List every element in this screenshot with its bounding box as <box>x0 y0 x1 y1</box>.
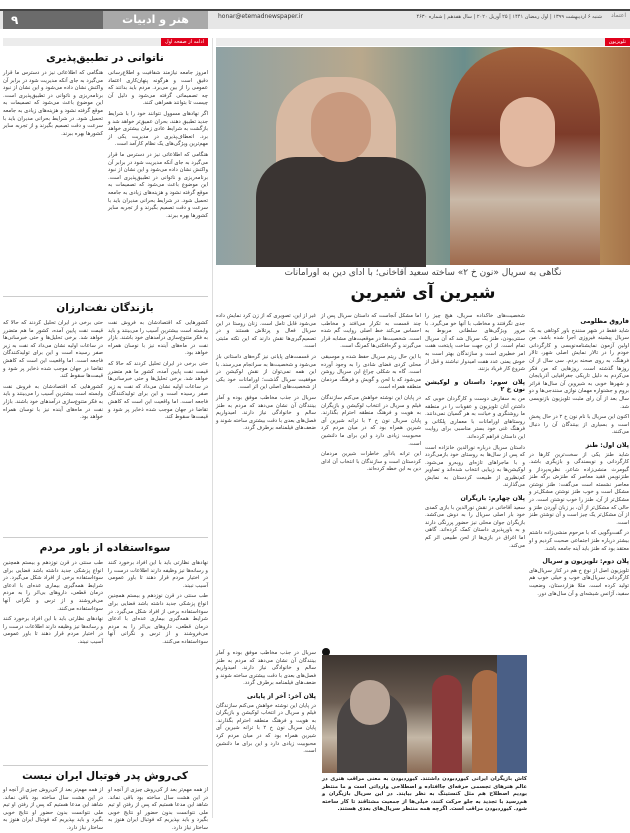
newspaper-logo: اعتماد <box>610 12 626 19</box>
actress-face <box>500 97 555 167</box>
actor-face <box>311 92 371 162</box>
article-column-3: شخصیت‌های خاکداده سریال، هیچ چیز را جدی نگرفتند و مخاطب با آنها خو می‌گیرد. با مرور ویژگی‌های سلطانی مربوط به سنتی‌بودن، طنز یک سریال شد که آن سریال تمام است. از این جهت ساخت پایتخت هفت امر خطیری است و سازندگان بهتر است به خوش یمنی عدد هفت امیدوار نباشند و قبل از شروع کار فریاد بزنند. پلان سوم: داستان و لوکیشن نون خ ۲ من به سفارش دوست و کارگردان خوبی که داشتن آنان تلویزیون و عقوبات را در منطقه ما روشنگری و خیانت به هر گسیان نمی‌دانند. روستاهای اورامانات با معماری پلکانی و فرهنگ غنی خود بستر مناسبی برای روایت این داستان فراهم کرده‌اند. داستان سریال درباره نورالدین خانزاده است که پس از سال‌ها به روستای خود بازمی‌گردد و با ماجراهای تازه‌ای روبه‌رو می‌شود. لوکیشن‌ها به زیبایی انتخاب شده‌اند و تصاویر کم‌نظیری از طبیعت کردستان به نمایش می‌گذارند. پلان چهارم: بازیگران سعید آقاخانی در نقش نورالدین با بازی کمدی خود بار اصلی سریال را به دوش می‌کشد. بازیگران جوان محلی نیز حضور پررنگی دارند و به باورپذیری داستان کمک کرده‌اند. گاهی اما اغراق در بازی‌ها از لحن طبیعی اثر کم می‌کند. <box>425 313 525 549</box>
article-title: کی‌روش پدر فوتبال ایران نیست <box>22 770 188 782</box>
article-headline: شیرین آی شیرین <box>350 283 496 303</box>
subheading: پلان اول: طنز <box>585 441 629 449</box>
article-column-1-bottom: سریال در جذب مخاطب موفق بوده و آمار بینندگان آن نشان می‌دهد که مردم به طنز سالم و خانوادگی نیاز دارند. امیدواریم فصل‌های بعدی با دقت بیشتری ساخته شوند و ضعف‌های فیلمنامه برطرف گردد. پلان آخر: آخر از پایانی در پایان این نوشته خواهش می‌کنم سازندگان فیلم و سریال در انتخاب لوکیشن و بازیگران به هویت و فرهنگ منطقه احترام بگذارند. پایان سریال نون خ ۲ با ترانه شیرین آی شیرین همراه بود که در میان مردم کرد محبوبیت زیادی دارد و این برای ما دلنشین است. <box>216 650 317 755</box>
subheading: پلان دوم: تلویزیون و سریال <box>542 558 629 566</box>
main-section-label: تلویزیون <box>605 38 630 46</box>
article-kicker: نگاهی به سریال «نون خ ۲» ساخته سعید آقاخانی؛ با ادای دین به اورامانات <box>284 268 562 278</box>
date-line: شنبه ۶ اردیبهشت ۱۳۹۹ | اول رمضان ۱۴۴۱ | ۲۵ آوریل ۲۰۲۰ | سال هفدهم | شماره ۴۶۳۰ <box>416 14 602 20</box>
article-body: کشورهایی که اقتصادشان به فروش نفت وابسته است بیشترین آسیب را می‌بینند و باید به فکر متنوع‌سازی درآمدهای خود باشند. بازار نفت در ماه‌های آینده نیز با نوسان همراه خواهد بود. حتی برخی در ایران تحلیل کردند که حالا که قیمت نفت پایین آمده، کشور ما هم متضرر خواهد شد. برخی تحلیل‌ها و حتی خبرسانی‌ها در ساعات اولیه نشان می‌داد که نفت به زیر صفر رسیده است و این برای تولیدکنندگان فاجعه است. اما واقعیت این است که کاهش تقاضا در جهان موجب شده ذخایر پر شود و قیمت‌ها سقوط کند. <box>108 320 208 421</box>
section-email[interactable]: honar@etemadnewspaper.ir <box>218 13 303 20</box>
article-body: حتی برخی در ایران تحلیل کردند که حالا که قیمت نفت پایین آمده، کشور ما هم متضرر خواهد شد. برخی تحلیل‌ها و حتی خبرسانی‌ها در ساعات اولیه نشان می‌داد که نفت به زیر صفر رسیده است و این برای تولیدکنندگان فاجعه است. اما واقعیت این است که کاهش تقاضا در جهان موجب شده ذخایر پر شود و قیمت‌ها سقوط کند. کشورهایی که اقتصادشان به فروش نفت وابسته است بیشترین آسیب را می‌بینند و باید به فکر متنوع‌سازی درآمدهای خود باشند. بازار نفت در ماه‌های آینده نیز با نوسان همراه خواهد بود. <box>3 320 103 421</box>
actor-coat <box>256 157 426 267</box>
subheading: پلان سوم: داستان و لوکیشن نون خ ۲ <box>425 378 525 394</box>
article-column-1: غیر از این، تصویری که از زن کرد نمایش داده می‌شود قابل تامل است. زنان روستا در این سریال فعال و پرتلاش هستند و در تصمیم‌گیری‌ها نقش دارند که این نکته مثبتی است. در قسمت‌های پایانی نیز گره‌های داستانی باز می‌شود و شخصیت‌ها به سرانجام می‌رسند. با این همه نمی‌توان از نقش لوکیشن در موفقیت سریال گذشت؛ اورامانات خود یکی از شخصیت‌های اصلی این اثر است. سریال در جذب مخاطب موفق بوده و آمار بینندگان آن نشان می‌دهد که مردم به طنز سالم و خانوادگی نیاز دارند. امیدواریم فصل‌های بعدی با دقت بیشتری ساخته شوند و ضعف‌های فیلمنامه برطرف گردد. <box>216 313 316 432</box>
article-body: از همه مهم‌تر بعد از کی‌روش چیزی از آنچه او در این هشت سال ساخته بود باقی نماند. شاهد این مدعا هستیم که پس از رفتن او تیم ملی نتوانست بدون حضور او نتایج خوبی بگیرد و باید بپذیریم که فوتبال ایران هنوز به ساختار نیاز دارد. <box>108 787 208 831</box>
divider <box>3 537 208 538</box>
article-column-2: اما مشکل آنجاست که داستان سریال پس از چند قسمت به تکرار می‌افتد و مخاطب احساس می‌کند خط اصلی روایت گم شده است. شخصیت‌ها در موقعیت‌های مشابه قرار می‌گیرند و گره‌افکنی‌ها کمرنگ است. با این حال ریتم سریال حفظ شده و موسیقی محلی کردی فضای شادی را به وجود آورده است. گاه به شکلی چراغ این سریال روشن می‌شود که با لحن و گویش و فرهنگ مردمان منطقه همراه است. در پایان این نوشته خواهش می‌کنم سازندگان فیلم و سریال در انتخاب لوکیشن و بازیگران به هویت و فرهنگ منطقه احترام بگذارند. پایان سریال نون خ ۲ با ترانه شیرین آی شیرین همراه بود که در میان مردم کرد محبوبیت زیادی دارد و این برای ما دلنشین است. این ترانه یادآور خاطرات شیرین مردمان کردستان است و سازندگان با انتخاب آن ادای دین به این خطه کرده‌اند. <box>321 313 422 473</box>
series-scene-photo <box>322 655 527 773</box>
main-section-bar <box>216 38 630 46</box>
divider <box>3 765 208 766</box>
column-divider <box>212 38 213 818</box>
author-byline: فاروق مظلومی <box>580 318 629 325</box>
actor-head <box>350 680 390 725</box>
subheading: پلان چهارم: بازیگران <box>460 495 525 503</box>
article-body: از همه مهم‌تر بعد از کی‌روش چیزی از آنچه او در این هشت سال ساخته بود باقی نماند. شاهد این مدعا هستیم که پس از رفتن او تیم ملی نتوانست بدون حضور او نتایج خوبی بگیرد و باید بپذیریم که فوتبال ایران هنوز به ساختار نیاز دارد. <box>3 787 103 831</box>
villager-figure <box>432 675 462 773</box>
article-body: نهادهای نظارتی باید با این افراد برخورد کنند و رسانه‌ها نیز وظیفه دارند اطلاعات درست را در اختیار مردم قرار دهند تا باور عمومی آسیب نبیند. طب سنتی در قرن نوزدهم و بیستم همچنین انواع پزشکی جدید داشته باشد فضایی برای سوءاستفاده برخی از افراد شکل می‌گیرد. در شرایط همه‌گیری بیماری عده‌ای با ادعای درمان قطعی، داروهای بی‌اثر را به مردم می‌فروشند و از ترس و نگرانی آنها سوءاستفاده می‌کنند. <box>108 560 208 645</box>
article-title: ناتوانی در تطبیق‌پذیری <box>46 52 164 64</box>
section-title: هنر و ادبیات <box>103 11 208 29</box>
left-section-label: ادامه از صفحه اول <box>161 38 208 46</box>
article-title: سوء‌استفاده از باور مردم <box>39 542 171 554</box>
page-number: ۹ <box>3 11 103 29</box>
actor-figure <box>497 655 527 773</box>
article-body: طب سنتی در قرن نوزدهم و بیستم همچنین انواع پزشکی جدید داشته باشد فضایی برای سوءاستفاده برخی از افراد شکل می‌گیرد. در شرایط همه‌گیری بیماری عده‌ای با ادعای درمان قطعی، داروهای بی‌اثر را به مردم می‌فروشند و از ترس و نگرانی آنها سوءاستفاده می‌کنند. نهادهای نظارتی باید با این افراد برخورد کنند و رسانه‌ها نیز وظیفه دارند اطلاعات درست را در اختیار مردم قرار دهند تا باور عمومی آسیب نبیند. <box>3 560 103 645</box>
subheading: پلان آخر: آخر از پایانی <box>246 692 316 700</box>
article-column-4: فاروق مظلومی شاید فقط در شهر سنندج باور کوتاهی به یک سریال پیشینه فیروزی اجرا شده باشد. من اولین آزمون نمایشنامه‌نویسی و کارگردانی خودم را در تالار نمایش اصلی شهر، تالار فرهنگ، به روی صحنه بردم. سی سال از آن روزها گذشته است. روزهایی که من فکر می‌کردم به دلیل تاریکی جغرافیایی آذربایجان و شهرها خوبی به شیروین آن سال‌ها فراتر بروم و جشنواره مهمان نوازی سنندجی‌ها و دو سال بعد از آن رای مثبت تلویزیون بازنویسی شد. اکنون این سریال با نام نون خ ۲ در حال پخش است و بسیاری از بینندگان آن را دنبال می‌کنند. پلان اول: طنز شاید طنز یکی از سخت‌ترین کارها در کارگردانی و نویسندگی و بازیگری باشد. گیومرث منشی‌زاده شاعر، نظریه‌پرداز و طنزنویس فقید معاصر که طنزش برگه طنز معاصر نشسته است می‌گفت: طنز نوشتن مشکل است و خوب طنز نوشتن مشکل‌تر و مشکل‌تر از آن، طنز را خوب نوشتن است. در حالی که مشکل‌تر از آن، بر زبان آوردن طنز و از آن مشکل‌تر یک چیز است و آن نوشتن طنز است. در گفت‌وگویی که با مرحوم منشی‌زاده داشتم بیشتر درباره طنز اجتماعی صحبت کردیم و او معتقد بود که طنز باید آینه جامعه باشد. پلان دوم: تلویزیون و سریال تلویزیون اصل از نوع خ هم در کنار سریال‌های کارگردانی سریال‌های خوب و خیلی خوب هم تولید کرده است. مثلا هزاردستان، وضعیت سفید، آژانس شیشه‌ای و آن سال‌های دور. <box>529 318 629 597</box>
article-body: امروز جامعه نیازمند شفافیت و اطلاع‌رسانی دقیق است و هرگونه پنهان‌کاری اعتماد عمومی را از بین می‌برد. مردم باید بدانند که چه تصمیماتی گرفته می‌شود و دلیل آن چیست تا بتوانند همراهی کنند. اگر نهادهای مسوول نتوانند خود را با شرایط جدید تطبیق دهند، بحران عمیق‌تر خواهد شد و بازگشت به شرایط عادی زمان بیشتری خواهد برد. انعطاف‌پذیری در مدیریت یکی از مهم‌ترین ویژگی‌های یک نظام کارآمد است. هنگامی که اطلاعاتی نیز در دسترس ما قرار می‌گیرد به جای آنکه مدیریت شود در برابر آن واکنش نشان داده می‌شود و این نشان از نبود برنامه‌ریزی و ناتوانی در تطبیق‌پذیری است. این موضوع باعث می‌شود که تصمیمات به موقع گرفته نشود و هزینه‌های زیادی به جامعه تحمیل شود. در شرایط بحرانی مدیران باید با سرعت و دقت تصمیم بگیرند و از تجربه سایر کشورها بهره ببرند. <box>108 70 208 219</box>
photo-caption: کاش بازیگران ایرانی کیوردبودن داشتند. کیوردبودن به معنی مراقب هنری در عالم هنرهای تجسمی حرفه‌ای جاافتاده و اصطلاحی وارداتی است و ما منتظر بودیم اصطلاح هم مثل کنستینگ به نظر بیایند. در این سریال بازیگران و هم‌رسید با تجدید به جلو حرکت کنند، خیلی‌ها از جمعیت مشتاقند تا کار ساخته شود. کیوردبودن مراقب است. اگرچه همه منتظر سریال‌های بعدی هستند. <box>322 776 527 813</box>
article-title: بازندگان نفت‌ارزان <box>56 302 154 314</box>
divider <box>3 296 208 297</box>
series-still-photo <box>216 47 630 265</box>
left-section-bar <box>3 38 208 46</box>
article-body: هنگامی که اطلاعاتی نیز در دسترس ما قرار می‌گیرد به جای آنکه مدیریت شود در برابر آن واکنش نشان داده می‌شود و این نشان از نبود برنامه‌ریزی و ناتوانی در تطبیق‌پذیری است. این موضوع باعث می‌شود که تصمیمات به موقع گرفته نشود و هزینه‌های زیادی به جامعه تحمیل شود. در شرایط بحرانی مدیران باید با سرعت و دقت تصمیم بگیرند و از تجربه سایر کشورها بهره ببرند. <box>3 70 103 137</box>
